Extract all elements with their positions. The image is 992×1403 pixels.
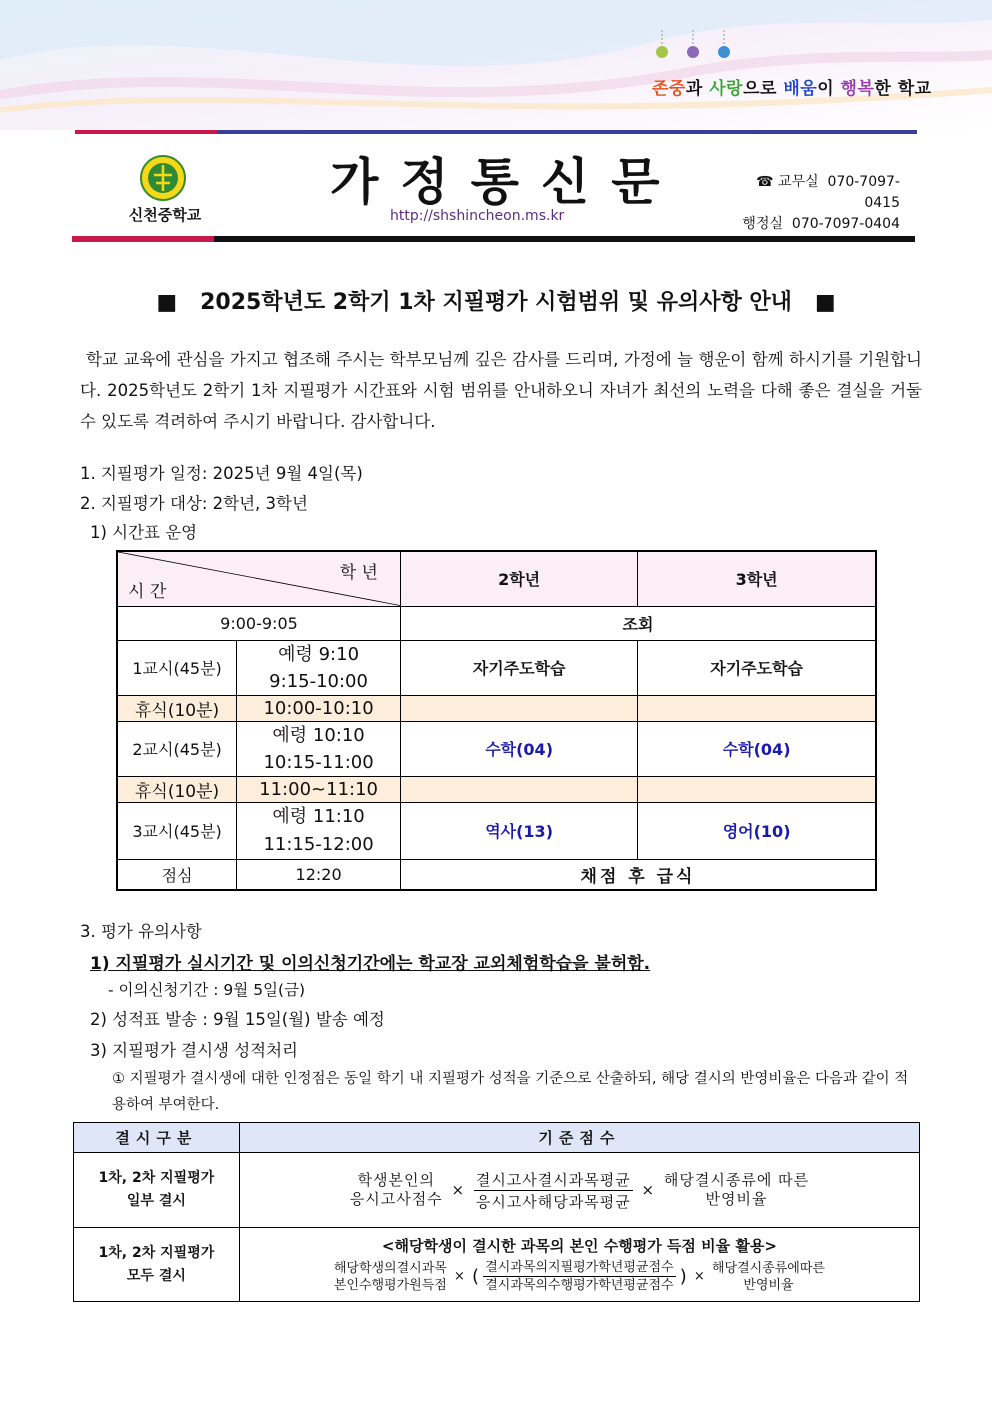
motto-segment: 으로 (743, 79, 784, 99)
formula2-term-b (712, 1260, 825, 1294)
period3-time: 11:15-12:00 (263, 833, 374, 855)
formula2-b1: 해당결시종류에따른 (711, 1260, 825, 1276)
newsletter-title: 가정통신문 (330, 153, 682, 211)
grading-row1-label-line1: 1차, 2차 지필평가 (98, 1170, 215, 1186)
corner-grade-label: 학 년 (339, 563, 378, 583)
motto-segment: 사랑 (709, 79, 744, 99)
grading-row1-label-line2: 일부 결시 (126, 1193, 186, 1209)
break2-name: 휴식(10분) (117, 776, 237, 802)
paren-open-icon: ( (472, 1266, 480, 1287)
formula1-term-a (350, 1171, 443, 1209)
header-grade2: 2학년 (400, 551, 637, 606)
formula1-numerator: 결시고사결시과목평균 (475, 1170, 631, 1189)
formula1-denominator: 응시고사해당과목평균 (475, 1192, 631, 1211)
times-icon: × (641, 1181, 656, 1199)
grading-row2-label (74, 1228, 240, 1302)
title-bullet-icon: ■ (156, 290, 178, 315)
assembly-label: 조회 (400, 606, 876, 640)
motto-segment: 한 학교 (874, 79, 932, 99)
note-absentee: 3) 지필평가 결시생 성적처리 (90, 1041, 298, 1060)
period3-name: 3교시(45분) (117, 802, 237, 859)
corner-time-label: 시 간 (128, 581, 167, 602)
period1-prep: 예령 9:10 (278, 643, 360, 665)
school-emblem-icon (140, 155, 186, 201)
header-background (0, 0, 992, 130)
break1-time: 10:00-10:10 (237, 695, 401, 721)
header-divider-top-blue (217, 130, 917, 134)
break1-grade2 (400, 695, 637, 721)
motto-segment: 배움 (783, 79, 818, 99)
break2-grade3 (638, 776, 876, 802)
break2-time: 11:00~11:10 (237, 776, 401, 802)
timetable-corner-cell (117, 551, 400, 606)
formula2-a2: 본인수행평가원득점 (333, 1277, 447, 1293)
period1-grade3: 자기주도학습 (638, 640, 876, 695)
paren-close-icon: ) (679, 1266, 687, 1287)
formula2-a1: 해당학생의결시과목 (333, 1260, 447, 1276)
formula1-b2: 반영비율 (705, 1190, 768, 1208)
period2-grade3: 수학(04) (638, 721, 876, 776)
period2-grade2: 수학(04) (400, 721, 637, 776)
contact-row-admin (722, 214, 900, 235)
lunch-name: 점심 (117, 859, 237, 890)
note-absentee-detail: ① 지필평가 결시생에 대한 인정점은 동일 학기 내 지필평가 성적을 기준으로 산출하되, 해당 결시의 반영비율은 다음과 같이 적용하여 부여한다. (112, 1071, 909, 1113)
contact-row-academic (722, 172, 900, 214)
times-icon: × (454, 1269, 465, 1284)
formula1-b1: 해당결시종류에 따른 (663, 1171, 810, 1189)
intro-paragraph (80, 344, 922, 437)
contact-label: 행정실 (742, 216, 783, 232)
school-motto (652, 74, 932, 99)
period1-time: 9:15-10:00 (269, 670, 368, 692)
grading-header-score: 기준점수 (239, 1123, 919, 1153)
motto-segment: 과 (685, 79, 710, 99)
title-bullet-icon: ■ (814, 290, 836, 315)
formula2-fraction (483, 1259, 675, 1294)
notes-heading: 3. 평가 유의사항 (80, 922, 202, 941)
note-field-trip: 1) 지필평가 실시기간 및 이의신청기간에는 학교장 교외체험학습을 불허함. (90, 954, 651, 974)
grading-row1-label (74, 1153, 240, 1228)
period3-grade3: 영어(10) (638, 802, 876, 859)
lunch-time: 12:20 (237, 859, 401, 890)
period2-time: 10:15-11:00 (263, 751, 374, 773)
header-divider-bottom-black (214, 236, 915, 242)
header-divider-bottom-red (72, 236, 214, 242)
note-report-card: 2) 성적표 발송 : 9월 15일(월) 발송 예정 (90, 1010, 385, 1029)
motto-segment: 존중 (652, 79, 686, 99)
formula2-b2: 반영비율 (743, 1277, 794, 1293)
formula2-numerator: 결시과목의지필평가학년평균점수 (485, 1260, 674, 1275)
period2-time-cell (237, 721, 401, 776)
formula1-a2: 응시고사점수 (349, 1190, 443, 1208)
contact-info (722, 172, 900, 235)
period1-time-cell (237, 640, 401, 695)
period3-time-cell (237, 802, 401, 859)
period1-grade2: 자기주도학습 (400, 640, 637, 695)
grading-row2-label-line1: 1차, 2차 지필평가 (98, 1244, 215, 1261)
grading-row1-formula (239, 1153, 919, 1228)
intro-text: 학교 교육에 관심을 가지고 협조해 주시는 학부모님께 깊은 감사를 드리며, 가정에 늘 행운이 함께 하시기를 기원합니다. 2025학년도 2학기 1차 지필평가 시간표와 시험 범위를 안내하오니 자녀가 최선의 노력을 다해 좋은 결실을 거둘 수 있도록 격려하여 주시기 바랍니다. 감사합니다. (80, 350, 922, 431)
contact-label: ☎ 교무실 (756, 174, 819, 190)
header-grade3: 3학년 (638, 551, 876, 606)
timetable (116, 550, 877, 891)
grading-row2-label-line2: 모두 결시 (126, 1267, 186, 1284)
period3-prep: 예령 11:10 (272, 805, 365, 827)
absentee-grading-table (73, 1122, 920, 1302)
note-appeal-period: - 이의신청기간 : 9월 5일(금) (108, 981, 306, 999)
contact-phone: 070-7097-0404 (791, 216, 900, 232)
formula2-denominator: 결시과목의수행평가학년평균점수 (485, 1278, 674, 1293)
break2-grade2 (400, 776, 637, 802)
school-name: 신천중학교 (128, 206, 202, 224)
school-url[interactable]: http://shshincheon.ms.kr (390, 208, 565, 224)
contact-phone: 070-7097-0415 (827, 174, 900, 211)
motto-segment: 이 (817, 79, 841, 99)
grading-row2-formula (239, 1228, 919, 1302)
formula2-caption: <해당학생이 결시한 과목의 본인 수행평가 득점 비율 활용> (381, 1237, 777, 1255)
period3-grade2: 역사(13) (400, 802, 637, 859)
title-text: 2025학년도 2학기 1차 지필평가 시험범위 및 유의사항 안내 (200, 290, 792, 315)
timetable-heading: 1) 시간표 운영 (90, 523, 198, 542)
motto-segment: 행복 (840, 79, 875, 99)
exam-target: 2. 지필평가 대상: 2학년, 3학년 (80, 494, 308, 513)
document-title (60, 285, 932, 316)
formula1-a1: 학생본인의 (357, 1171, 435, 1189)
exam-schedule: 1. 지필평가 일정: 2025년 9월 4일(목) (80, 464, 363, 483)
period2-name: 2교시(45분) (117, 721, 237, 776)
header-divider-top-red (75, 130, 217, 134)
formula2-expression (240, 1259, 919, 1294)
formula1-term-b (664, 1171, 809, 1209)
period2-prep: 예령 10:10 (272, 724, 365, 746)
formula1-fraction (474, 1169, 633, 1212)
grading-header-category: 결시구분 (74, 1123, 240, 1153)
break1-name: 휴식(10분) (117, 695, 237, 721)
break1-grade3 (638, 695, 876, 721)
times-icon: × (693, 1269, 705, 1284)
assembly-time: 9:00-9:05 (117, 606, 400, 640)
lunch-label: 채점 후 급식 (400, 859, 876, 890)
period1-name: 1교시(45분) (117, 640, 237, 695)
times-icon: × (451, 1181, 466, 1199)
decorative-dots-icon (650, 28, 740, 64)
formula2-term-a (334, 1260, 447, 1294)
